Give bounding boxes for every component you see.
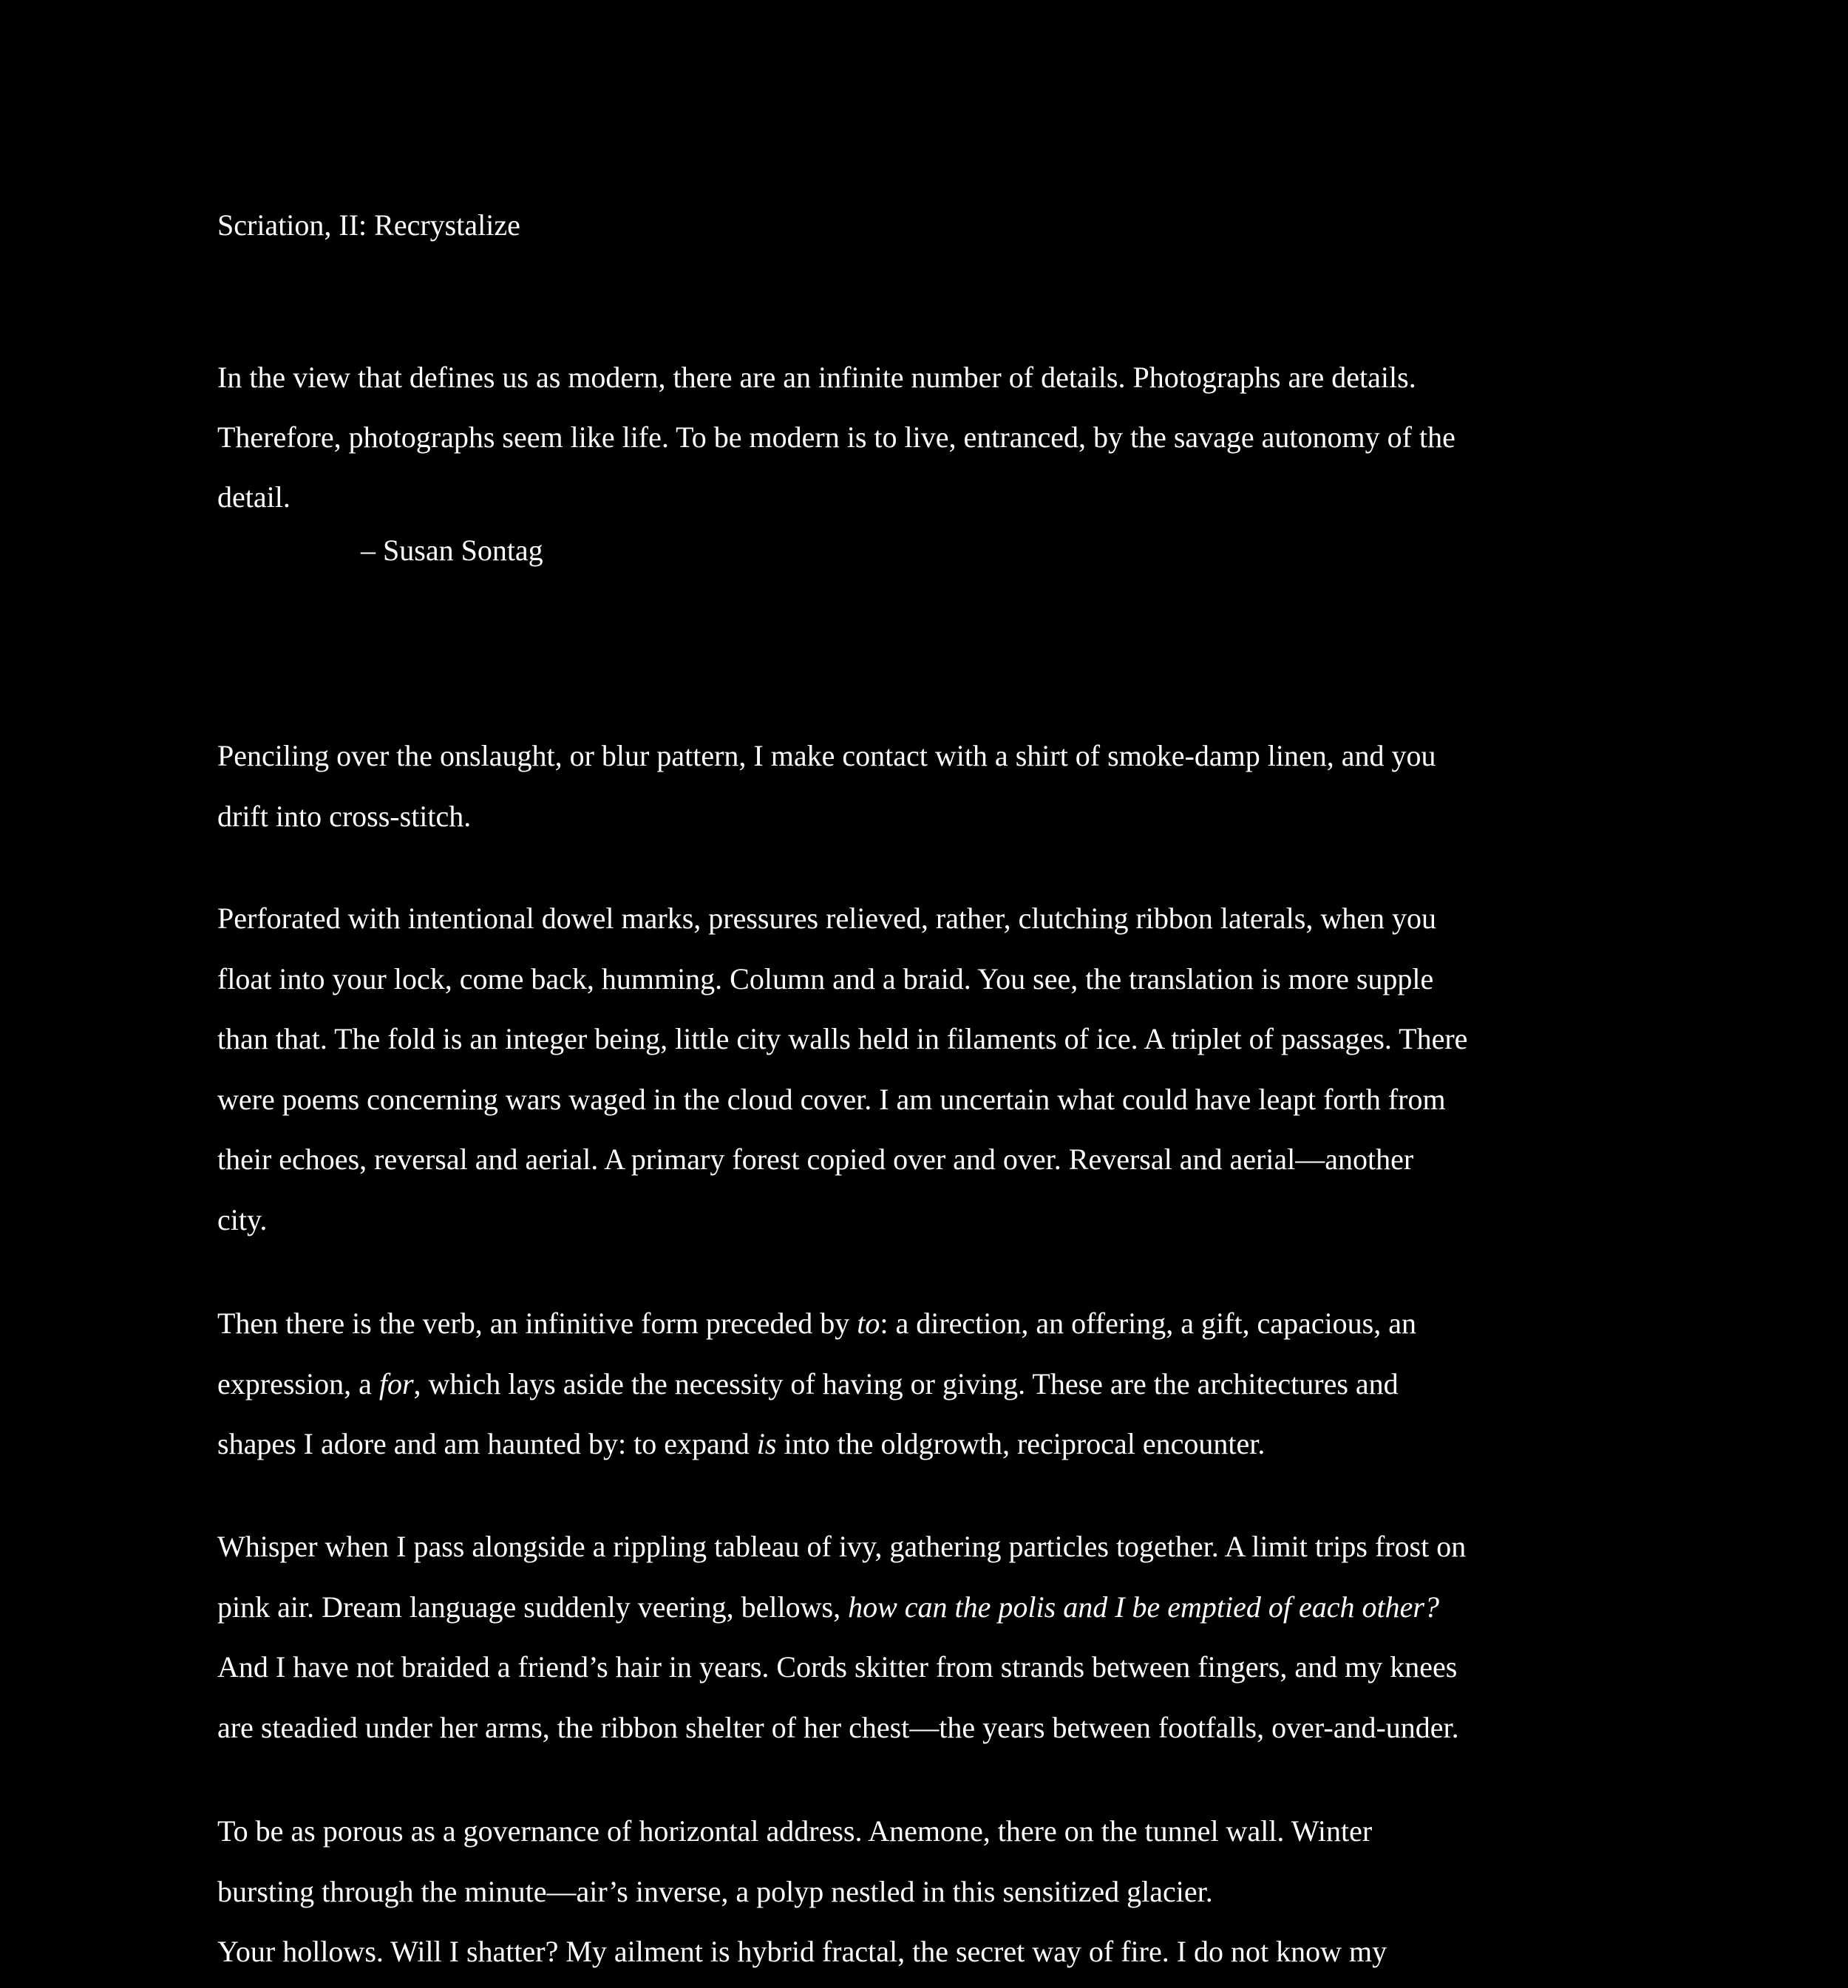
text-segment: into the oldgrowth, reciprocal encounter. [776, 1427, 1266, 1460]
text-segment: Then there is the verb, an infinitive form preceded by [217, 1307, 857, 1340]
text-line: than that. The fold is an integer being, little city walls held in filaments of ice. A triplet of passages. There [217, 1022, 1468, 1055]
paragraph-3 [217, 1293, 1666, 1474]
text-line: bursting through the minute—air’s inverse, a polyp nestled in this sensitized glacier. [217, 1874, 1213, 1908]
text-line: And I have not braided a friend’s hair in years. Cords skitter from strands between fingers, and my knees [217, 1650, 1458, 1684]
text-line [217, 1577, 1666, 1638]
text-line: their echoes, reversal and aerial. A primary forest copied over and over. Reversal and aerial—another [217, 1143, 1414, 1176]
paragraph-5 [217, 1801, 1666, 1982]
paragraph-4 [217, 1516, 1666, 1757]
text-segment: expression, a [217, 1366, 379, 1400]
text-line: Your hollows. Will I shatter? My ailment is hybrid fractal, the secret way of fire. I do not know my [217, 1935, 1387, 1968]
epigraph-line: detail. [217, 480, 291, 514]
italic-question: how can the polis and I be emptied of each other? [848, 1590, 1439, 1624]
text-segment: pink air. Dream language suddenly veering, bellows, [217, 1590, 849, 1624]
italic-word: is [756, 1427, 777, 1460]
text-line: were poems concerning wars waged in the cloud cover. I am uncertain what could have leapt forth from [217, 1082, 1446, 1116]
text-line: Penciling over the onslaught, or blur pattern, I make contact with a shirt of smoke-damp linen, and you [217, 739, 1436, 772]
text-line [217, 1293, 1666, 1354]
italic-word: for [378, 1366, 414, 1400]
text-line: are steadied under her arms, the ribbon shelter of her chest—the years between footfalls, over-and-under. [217, 1710, 1459, 1744]
text-segment: , which lays aside the necessity of having or giving. These are the architectures and [413, 1366, 1399, 1400]
text-segment: : a direction, an offering, a gift, capacious, an [880, 1307, 1417, 1340]
epigraph-quote [217, 347, 1666, 527]
epigraph-line: In the view that defines us as modern, there are an infinite number of details. Photographs are details. [217, 361, 1416, 394]
paragraph-1 [217, 726, 1666, 846]
italic-word: to [857, 1307, 880, 1340]
text-line: float into your lock, come back, humming. Column and a braid. You see, the translation is more supple [217, 961, 1434, 995]
epigraph-attribution: – Susan Sontag [361, 534, 543, 567]
text-line [217, 1414, 1666, 1474]
paragraph-2 [217, 888, 1666, 1250]
text-line [217, 1354, 1666, 1415]
text-line: Whisper when I pass alongside a rippling tableau of ivy, gathering particles together. A limit trips frost on [217, 1530, 1467, 1563]
text-line: To be as porous as a governance of horizontal address. Anemone, there on the tunnel wall. Winter [217, 1814, 1373, 1848]
poem-title: Scriation, II: Recrystalize [217, 208, 520, 242]
epigraph-line: Therefore, photographs seem like life. To be modern is to live, entranced, by the savage autonomy of the [217, 421, 1455, 454]
text-line: drift into cross-stitch. [217, 799, 472, 833]
text-segment: shapes I adore and am haunted by: to expand [217, 1427, 757, 1460]
text-line: Perforated with intentional dowel marks, pressures relieved, rather, clutching ribbon laterals, when you [217, 902, 1437, 935]
text-line: city. [217, 1202, 268, 1236]
